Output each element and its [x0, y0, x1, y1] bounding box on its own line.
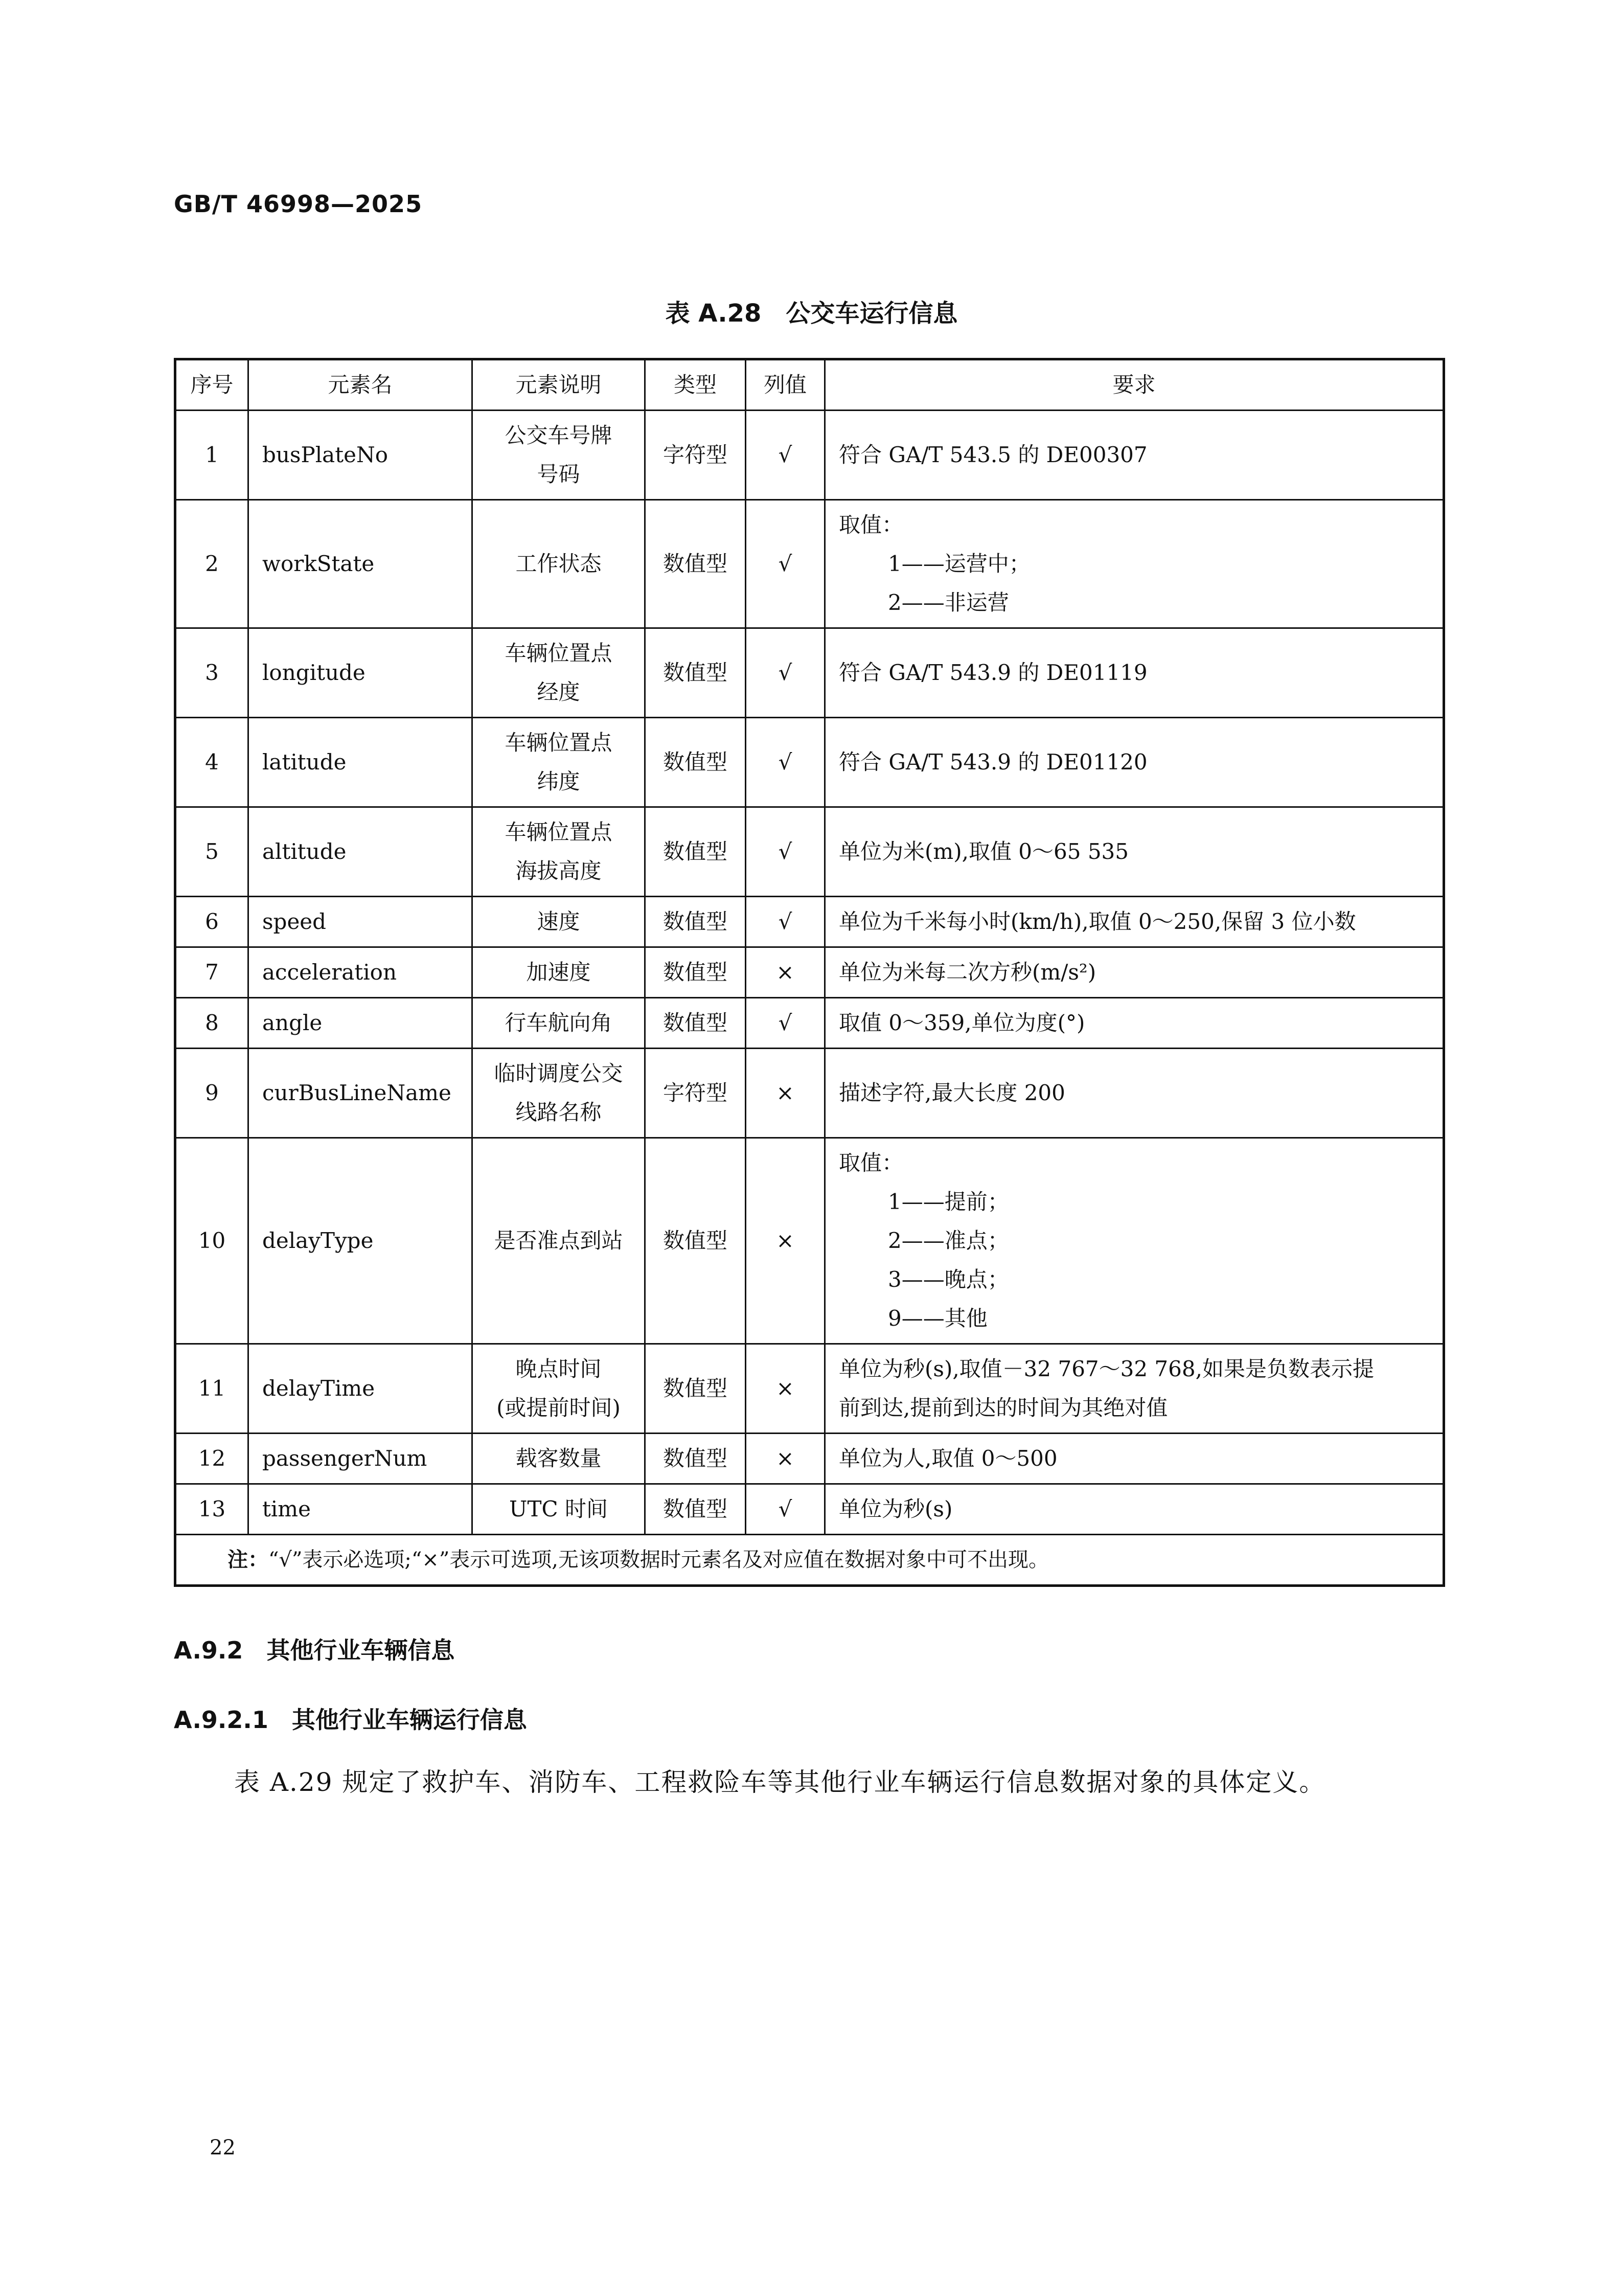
description-line: 是否准点到站 — [494, 1228, 623, 1253]
cell-type: 数值型 — [645, 628, 746, 718]
description-line: 速度 — [537, 909, 580, 934]
cell-requirement — [825, 1049, 1444, 1138]
cell-element-name: angle — [248, 998, 472, 1049]
description-line: 车辆位置点 — [505, 820, 612, 845]
table-body — [175, 411, 1444, 1535]
description-line: 晚点时间 — [515, 1356, 602, 1381]
note-text: “√”表示必选项;“×”表示可选项,无该项数据时元素名及对应值在数据对象中可不出现。 — [268, 1548, 1049, 1572]
cell-type: 数值型 — [645, 1434, 746, 1484]
requirement-item: 2——非运营 — [888, 590, 1009, 615]
cell-description — [472, 628, 645, 718]
cell-type: 数值型 — [645, 897, 746, 947]
cell-description — [472, 1434, 645, 1484]
table-row — [175, 1434, 1444, 1484]
description-line: 加速度 — [526, 960, 591, 985]
requirement-item: 1——运营中； — [888, 551, 1031, 576]
cell-list-value: √ — [746, 500, 825, 628]
cell-element-name: busPlateNo — [248, 411, 472, 500]
cell-list-value: × — [746, 1049, 825, 1138]
col-header-req: 要求 — [825, 359, 1444, 411]
cell-type: 数值型 — [645, 807, 746, 897]
cell-no: 8 — [175, 998, 248, 1049]
cell-description — [472, 1049, 645, 1138]
cell-requirement — [825, 947, 1444, 998]
cell-element-name: workState — [248, 500, 472, 628]
cell-no: 5 — [175, 807, 248, 897]
description-line: 号码 — [537, 462, 580, 487]
cell-list-value: √ — [746, 998, 825, 1049]
cell-type: 数值型 — [645, 947, 746, 998]
section-number: A.9.2 — [174, 1636, 243, 1664]
requirement-line: 取值： — [839, 1150, 904, 1175]
description-line: 经度 — [537, 679, 580, 704]
cell-no: 6 — [175, 897, 248, 947]
cell-requirement — [825, 807, 1444, 897]
description-line: 车辆位置点 — [505, 730, 612, 755]
cell-type: 字符型 — [645, 411, 746, 500]
table-row — [175, 718, 1444, 807]
cell-type: 数值型 — [645, 1484, 746, 1535]
cell-type: 数值型 — [645, 718, 746, 807]
cell-requirement — [825, 628, 1444, 718]
table-row — [175, 500, 1444, 628]
description-line: 线路名称 — [515, 1100, 602, 1125]
description-line: 纬度 — [537, 769, 580, 794]
cell-element-name: curBusLineName — [248, 1049, 472, 1138]
cell-no: 2 — [175, 500, 248, 628]
requirement-item: 2——准点； — [888, 1228, 1009, 1253]
table-row — [175, 1484, 1444, 1535]
cell-requirement — [825, 718, 1444, 807]
cell-type: 字符型 — [645, 1049, 746, 1138]
requirement-line: 单位为米每二次方秒(m/s²) — [839, 960, 1096, 985]
requirement-line: 符合 GA/T 543.9 的 DE01120 — [839, 749, 1148, 775]
cell-element-name: longitude — [248, 628, 472, 718]
cell-requirement — [825, 500, 1444, 628]
cell-requirement — [825, 1484, 1444, 1535]
requirement-item: 3——晚点； — [888, 1267, 1009, 1292]
description-line: (或提前时间) — [496, 1395, 621, 1420]
requirement-item: 1——提前； — [888, 1189, 1009, 1214]
cell-description — [472, 947, 645, 998]
table-row — [175, 1344, 1444, 1434]
cell-element-name: speed — [248, 897, 472, 947]
requirement-line: 描述字符,最大长度 200 — [839, 1080, 1065, 1105]
cell-requirement — [825, 897, 1444, 947]
cell-requirement — [825, 998, 1444, 1049]
cell-no: 7 — [175, 947, 248, 998]
cell-element-name: delayType — [248, 1138, 472, 1344]
requirement-line: 前到达,提前到达的时间为其绝对值 — [839, 1395, 1168, 1420]
cell-no: 3 — [175, 628, 248, 718]
section-number: A.9.2.1 — [174, 1706, 268, 1734]
requirement-line: 符合 GA/T 543.5 的 DE00307 — [839, 442, 1148, 467]
page-number: 22 — [210, 2136, 236, 2159]
note-label: 注： — [227, 1548, 268, 1572]
cell-description — [472, 807, 645, 897]
cell-no: 9 — [175, 1049, 248, 1138]
col-header-list: 列值 — [746, 359, 825, 411]
description-line: 公交车号牌 — [505, 423, 612, 448]
cell-type: 数值型 — [645, 1138, 746, 1344]
cell-description — [472, 1138, 645, 1344]
description-line: 车辆位置点 — [505, 641, 612, 666]
cell-description — [472, 1344, 645, 1434]
table-title: 表 A.28 公交车运行信息 — [665, 299, 958, 328]
section-heading-a921 — [174, 1701, 527, 1735]
table-row — [175, 947, 1444, 998]
col-header-type: 类型 — [645, 359, 746, 411]
cell-type: 数值型 — [645, 998, 746, 1049]
requirement-item: 9——其他 — [888, 1306, 988, 1331]
cell-no: 12 — [175, 1434, 248, 1484]
cell-description — [472, 411, 645, 500]
cell-list-value: × — [746, 1138, 825, 1344]
table-note — [175, 1535, 1444, 1586]
col-header-name: 元素名 — [248, 359, 472, 411]
requirement-line: 取值 0～359,单位为度(°) — [839, 1010, 1085, 1035]
table-note-row — [175, 1535, 1444, 1586]
table-row — [175, 1138, 1444, 1344]
cell-description — [472, 718, 645, 807]
cell-no: 10 — [175, 1138, 248, 1344]
cell-list-value: √ — [746, 628, 825, 718]
cell-description — [472, 500, 645, 628]
cell-no: 13 — [175, 1484, 248, 1535]
cell-list-value: √ — [746, 807, 825, 897]
section-title: 其他行业车辆信息 — [266, 1636, 455, 1664]
cell-no: 4 — [175, 718, 248, 807]
cell-description — [472, 1484, 645, 1535]
table-row — [175, 998, 1444, 1049]
table-row — [175, 411, 1444, 500]
body-paragraph: 表 A.29 规定了救护车、消防车、工程救险车等其他行业车辆运行信息数据对象的具体定义。 — [234, 1767, 1326, 1797]
table-row — [175, 807, 1444, 897]
cell-list-value: √ — [746, 1484, 825, 1535]
section-heading-a92 — [174, 1632, 454, 1666]
cell-list-value: √ — [746, 411, 825, 500]
cell-element-name: passengerNum — [248, 1434, 472, 1484]
description-line: 载客数量 — [515, 1446, 602, 1471]
standard-code: GB/T 46998—2025 — [174, 190, 423, 218]
cell-type: 数值型 — [645, 1344, 746, 1434]
bus-info-table — [174, 358, 1445, 1587]
requirement-line: 单位为千米每小时(km/h),取值 0～250,保留 3 位小数 — [839, 909, 1356, 934]
requirement-line: 单位为秒(s) — [839, 1496, 953, 1521]
table-row — [175, 1049, 1444, 1138]
cell-requirement — [825, 1138, 1444, 1344]
description-line: 行车航向角 — [505, 1010, 612, 1035]
table-row — [175, 628, 1444, 718]
description-line: 临时调度公交 — [494, 1061, 623, 1086]
col-header-no: 序号 — [175, 359, 248, 411]
requirement-line: 单位为秒(s),取值－32 767～32 768,如果是负数表示提 — [839, 1356, 1374, 1381]
cell-list-value: × — [746, 947, 825, 998]
table-header-row — [175, 359, 1444, 411]
cell-description — [472, 998, 645, 1049]
requirement-line: 符合 GA/T 543.9 的 DE01119 — [839, 660, 1148, 685]
requirement-line: 单位为米(m),取值 0～65 535 — [839, 839, 1129, 864]
requirement-line: 单位为人,取值 0～500 — [839, 1446, 1058, 1471]
cell-element-name: acceleration — [248, 947, 472, 998]
cell-element-name: latitude — [248, 718, 472, 807]
section-title: 其他行业车辆运行信息 — [291, 1706, 527, 1734]
table-row — [175, 897, 1444, 947]
cell-element-name: time — [248, 1484, 472, 1535]
cell-element-name: delayTime — [248, 1344, 472, 1434]
cell-requirement — [825, 1434, 1444, 1484]
cell-list-value: √ — [746, 718, 825, 807]
cell-list-value: √ — [746, 897, 825, 947]
col-header-desc: 元素说明 — [472, 359, 645, 411]
cell-no: 1 — [175, 411, 248, 500]
cell-type: 数值型 — [645, 500, 746, 628]
cell-element-name: altitude — [248, 807, 472, 897]
cell-no: 11 — [175, 1344, 248, 1434]
cell-list-value: × — [746, 1344, 825, 1434]
cell-requirement — [825, 1344, 1444, 1434]
description-line: 工作状态 — [515, 551, 602, 576]
cell-description — [472, 897, 645, 947]
requirement-line: 取值： — [839, 512, 904, 537]
cell-list-value: × — [746, 1434, 825, 1484]
cell-requirement — [825, 411, 1444, 500]
description-line: UTC 时间 — [509, 1496, 608, 1521]
description-line: 海拔高度 — [515, 858, 602, 883]
